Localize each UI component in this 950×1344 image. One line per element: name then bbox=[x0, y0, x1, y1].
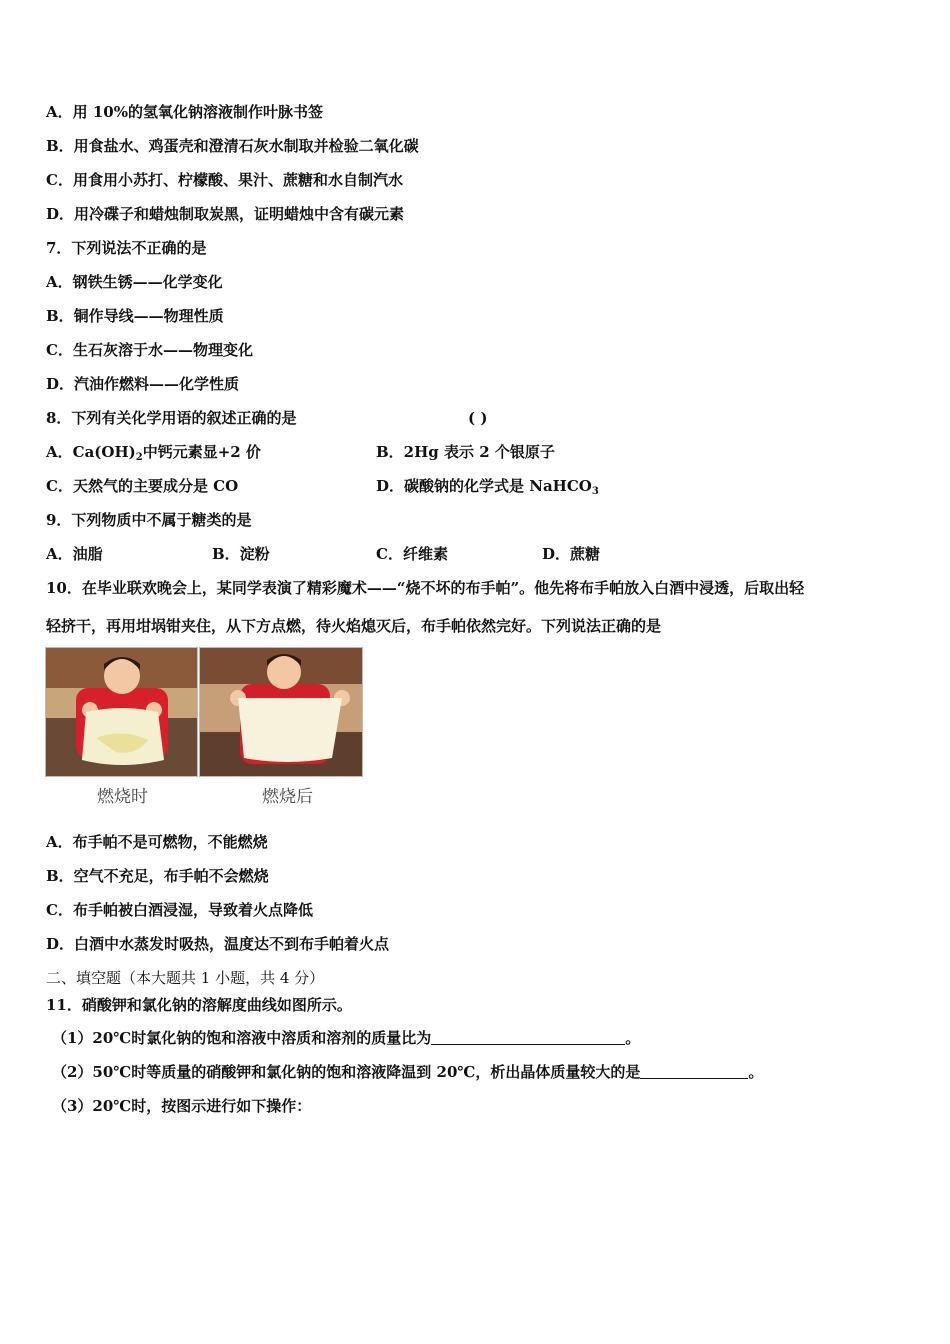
q10-option-c: C．布手帕被白酒浸湿，导致着火点降低 bbox=[46, 901, 313, 919]
q7-stem: 7．下列说法不正确的是 bbox=[46, 239, 207, 257]
q8-option-d: D．碳酸钠的化学式是 NaHCO$_3$ bbox=[376, 477, 599, 497]
q10-option-a: A．布手帕不是可燃物，不能燃烧 bbox=[46, 833, 268, 851]
caption-burning: 燃烧时 bbox=[97, 787, 148, 807]
q11-part3: （3）20℃时，按图示进行如下操作： bbox=[52, 1097, 312, 1115]
q11-part1: （1）20℃时氯化钠的饱和溶液中溶质和溶剂的质量比为 。 bbox=[52, 1029, 641, 1047]
q8-option-b: B．2Hg 表示 2 个银原子 bbox=[376, 443, 555, 461]
photo-after-burning bbox=[199, 647, 363, 777]
q8-stem: 8．下列有关化学用语的叙述正确的是 bbox=[46, 409, 297, 427]
q10-option-b: B．空气不充足，布手帕不会燃烧 bbox=[46, 867, 269, 885]
q10-stem-line2: 轻挤干，再用坩埚钳夹住，从下方点燃，待火焰熄灭后，布手帕依然完好。下列说法正确的是 bbox=[46, 617, 662, 635]
q7-option-d: D．汽油作燃料——化学性质 bbox=[46, 375, 240, 393]
q6-option-a: A．用 10%的氢氧化钠溶液制作叶脉书签 bbox=[46, 103, 323, 121]
caption-after-burning: 燃烧后 bbox=[262, 787, 313, 807]
photo-burning bbox=[45, 647, 198, 777]
answer-blank-1[interactable] bbox=[431, 1029, 625, 1045]
q9-stem: 9．下列物质中不属于糖类的是 bbox=[46, 511, 252, 529]
q7-option-b: B．铜作导线——物理性质 bbox=[46, 307, 224, 325]
q6-option-b: B．用食盐水、鸡蛋壳和澄清石灰水制取并检验二氧化碳 bbox=[46, 137, 419, 155]
q11-stem: 11．硝酸钾和氯化钠的溶解度曲线如图所示。 bbox=[46, 996, 352, 1014]
q6-option-c: C．用食用小苏打、柠檬酸、果汁、蔗糖和水自制汽水 bbox=[46, 171, 403, 189]
q9-option-c: C．纤维素 bbox=[376, 545, 448, 563]
q6-option-d: D．用冷碟子和蜡烛制取炭黑，证明蜡烛中含有碳元素 bbox=[46, 205, 405, 223]
q8-option-a: A．$Ca(OH)_2$中钙元素显+2 价 bbox=[46, 443, 261, 463]
q11-part2: （2）50℃时等质量的硝酸钾和氯化钠的饱和溶液降温到 20℃，析出晶体质量较大的是 。 bbox=[52, 1063, 764, 1081]
q9-option-a: A．油脂 bbox=[46, 545, 103, 563]
q10-stem-line1: 10．在毕业联欢晚会上，某同学表演了精彩魔术——“烧不坏的布手帕”。他先将布手帕放入白酒中浸透，后取出轻 bbox=[46, 579, 805, 597]
q9-option-b: B．淀粉 bbox=[212, 545, 270, 563]
q9-option-d: D．蔗糖 bbox=[542, 545, 601, 563]
q10-option-d: D．白酒中水蒸发时吸热，温度达不到布手帕着火点 bbox=[46, 935, 390, 953]
section-heading: 二、填空题（本大题共 1 小题，共 4 分） bbox=[46, 969, 325, 987]
q8-answer-paren: ( ) bbox=[468, 409, 488, 427]
q8-option-c: C．天然气的主要成分是 CO bbox=[46, 477, 239, 495]
q7-option-a: A．钢铁生锈——化学变化 bbox=[46, 273, 223, 291]
answer-blank-2[interactable] bbox=[640, 1063, 748, 1079]
q7-option-c: C．生石灰溶于水——物理变化 bbox=[46, 341, 253, 359]
